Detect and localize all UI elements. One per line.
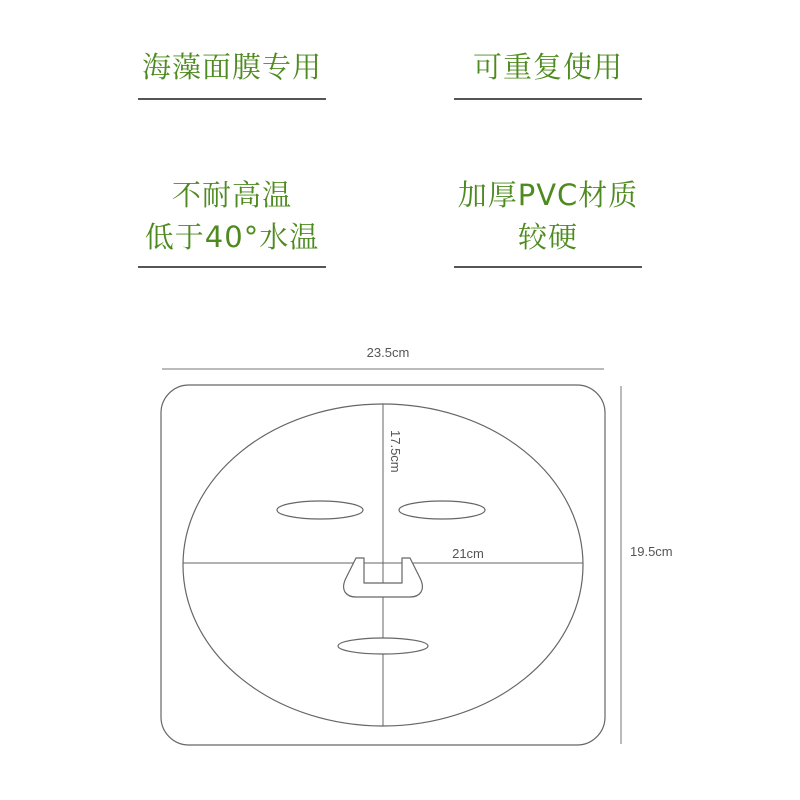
feature-text: 低于40°水温 (144, 220, 320, 254)
left-eye-opening (277, 501, 363, 519)
face-height-label: 17.5cm (388, 430, 403, 473)
feature-text: 加厚PVC材质 (457, 178, 639, 212)
width-label: 23.5cm (366, 345, 410, 360)
feature-text: 较硬 (517, 220, 578, 254)
feature-text: 不耐高温 (171, 178, 292, 212)
feature-text: 海藻面膜专用 (141, 50, 322, 84)
face-width-label: 21cm (452, 546, 484, 561)
height-label: 19.5cm (630, 544, 673, 559)
mouth-opening (338, 638, 428, 654)
feature-text: 可重复使用 (472, 50, 623, 84)
right-eye-opening (399, 501, 485, 519)
